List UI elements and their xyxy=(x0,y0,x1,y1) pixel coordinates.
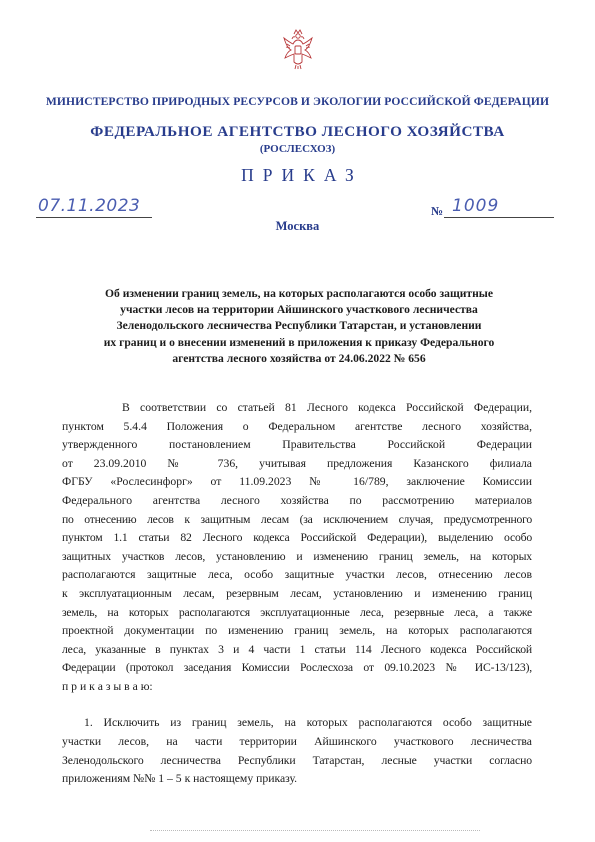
city: Москва xyxy=(275,219,320,233)
subject-line: их границ и о внесении изменений в приложения к приказу Федерального xyxy=(103,335,495,349)
text-line: В соответствии со статьей 81 Лесного кодекса Российской Федерации, xyxy=(122,401,532,414)
subject-line: участки лесов на территории Айшинского участкового лесничества xyxy=(120,303,478,317)
text-line: 1. Исключить из границ земель, на которых располагаются особо защитные xyxy=(84,716,532,729)
preamble-paragraph xyxy=(62,399,532,697)
text-line: пунктом 1.1 статьи 82 Лесного кодекса Российской Федерации), выделению особо xyxy=(62,531,532,545)
order-date: 07.11.2023 xyxy=(38,196,141,216)
ministry-title: МИНИСТЕРСТВО ПРИРОДНЫХ РЕСУРСОВ И ЭКОЛОГИИ РОССИЙСКОЙ ФЕДЕРАЦИИ xyxy=(45,95,550,108)
order-item-1 xyxy=(62,714,532,789)
text-line: располагаются защитные леса, особо защитные участки лесов, отнесению лесов xyxy=(62,568,532,582)
text-line: пунктом 5.4.4 Положения о Федеральном агентстве лесного хозяйства, xyxy=(62,419,532,433)
text-line: по отнесению лесов к защитным лесам (за исключением случая, предусмотренного xyxy=(62,512,532,526)
coat-of-arms-icon xyxy=(281,28,315,70)
subject-line: агентства лесного хозяйства от 24.06.2022 № 656 xyxy=(172,351,426,365)
agency-title: ФЕДЕРАЛЬНОЕ АГЕНТСТВО ЛЕСНОГО ХОЗЯЙСТВА xyxy=(90,123,505,140)
text-line: п р и к а з ы в а ю: xyxy=(62,679,153,693)
text-line: приложениям №№ 1 – 5 к настоящему приказу. xyxy=(62,772,298,786)
text-line: защитных участков лесов, установлению и изменению границ земель, на которых xyxy=(62,549,532,563)
text-line: проектной документации по изменению границ земель, на которых располагаются xyxy=(62,624,532,638)
text-line: участки лесов, на части территории Айшинского участкового лесничества xyxy=(62,734,532,748)
text-line: земель, на которых располагаются эксплуатационные леса, резервные леса, а также xyxy=(62,605,532,619)
page-footer-rule xyxy=(150,830,480,831)
text-line: ФГБУ «Рослесинфорг» от 11.09.2023 № 16/789, заключение Комиссии xyxy=(62,475,532,489)
order-number: 1009 xyxy=(452,196,500,216)
order-subject xyxy=(70,286,528,367)
subject-line: Зеленодольского лесничества Республики Татарстан, и установлении xyxy=(116,319,482,333)
text-line: Федерального агентства лесного хозяйства по рассмотрению материалов xyxy=(62,493,532,507)
text-line: утвержденного постановлением Правительства Российской Федерации xyxy=(62,438,532,452)
date-underline xyxy=(36,217,152,218)
number-underline xyxy=(444,217,554,218)
number-label: № xyxy=(431,204,444,218)
text-line: Зеленодольского лесничества Республики Татарстан, лесные участки согласно xyxy=(62,753,532,767)
text-line: от 23.09.2010 № 736, учитывая предложения Казанского филиала xyxy=(62,456,532,470)
text-line: леса, указанные в пунктах 3 и 4 части 1 статьи 114 Лесного кодекса Российской xyxy=(62,642,532,656)
text-line: Федерации (протокол заседания Комиссии Рослесхоза от 09.10.2023 № ИС-13/123), xyxy=(62,661,532,675)
subject-line: Об изменении границ земель, на которых располагаются особо защитные xyxy=(104,287,494,300)
document-type: ПРИКАЗ xyxy=(241,165,363,185)
agency-short-name: (РОСЛЕСХОЗ) xyxy=(259,143,336,155)
text-line: к эксплуатационным лесам, резервным лесам, установлению и изменению границ xyxy=(62,586,532,600)
